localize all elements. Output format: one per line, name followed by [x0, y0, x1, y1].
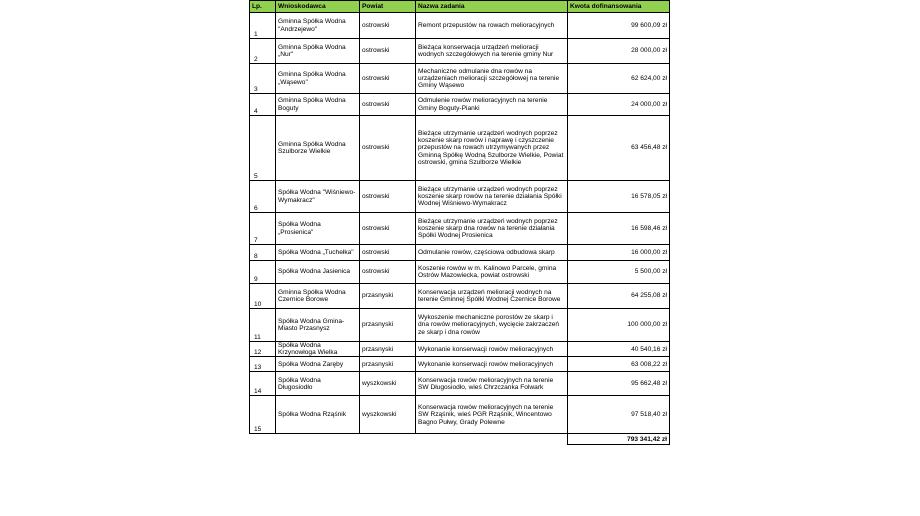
row-district: ostrowski — [360, 261, 416, 284]
row-amount: 16 578,05 zł — [568, 181, 670, 213]
row-task: Wykonanie konserwacji rowów melioracyjnych — [416, 342, 568, 357]
table-row — [250, 396, 670, 434]
row-applicant: Spółka Wodna Rząśnik — [276, 396, 360, 434]
row-task: Bieżące utrzymanie urządzeń wodnych poprzez koszenie skarp dna rowów na terenie działania Spółki Wodnej Prosienica — [416, 213, 568, 245]
row-lp: 10 — [250, 284, 276, 309]
row-amount: 97 518,40 zł — [568, 396, 670, 434]
row-task: Koszenie rowów w m. Kalinowo Parcele, gmina Ostrów Mazowiecka, powiat ostrowski — [416, 261, 568, 284]
row-amount: 24 000,00 zł — [568, 94, 670, 116]
row-amount: 99 600,09 zł — [568, 13, 670, 39]
row-lp: 15 — [250, 396, 276, 434]
table-row — [250, 342, 670, 357]
row-district: ostrowski — [360, 94, 416, 116]
table-row — [250, 94, 670, 116]
row-task: Konserwacja rowów melioracyjnych na terenie SW Długosiodło, wieś Chrzczanka Folwark — [416, 372, 568, 396]
row-lp: 11 — [250, 309, 276, 342]
document-sheet — [249, 0, 673, 516]
row-amount: 64 255,08 zł — [568, 284, 670, 309]
row-applicant: Spółka Wodna Gmina-Miasto Przasnysz — [276, 309, 360, 342]
row-lp: 3 — [250, 64, 276, 94]
header-row — [250, 1, 670, 13]
row-task: Bieżące utrzymanie urządzeń wodnych poprzez koszenie skarp rowów na terenie działania Spółki Wodnej Wiśniewo-Wymakracz — [416, 181, 568, 213]
row-district: ostrowski — [360, 213, 416, 245]
row-applicant: Spółka Wodna Zaręby — [276, 357, 360, 372]
row-task: Konserwacja rowów melioracyjnych na terenie SW Rząśnik, wieś PGR Rząśnik, Wincentowo Bagno Pułwy, Grady Polewne — [416, 396, 568, 434]
row-lp: 6 — [250, 181, 276, 213]
header-applicant: Wnioskodawca — [276, 1, 360, 13]
row-task: Wykoszenie mechaniczne porostów ze skarp i dna rowów melioracyjnych, wycięcie zakrzaczeń ze skarp i dna rowów — [416, 309, 568, 342]
row-lp: 13 — [250, 357, 276, 372]
row-lp: 5 — [250, 116, 276, 181]
table-row — [250, 261, 670, 284]
row-applicant: Spółka Wodna Jasienica — [276, 261, 360, 284]
row-amount: 16 598,46 zł — [568, 213, 670, 245]
table-row — [250, 64, 670, 94]
row-amount: 40 540,16 zł — [568, 342, 670, 357]
row-district: ostrowski — [360, 181, 416, 213]
row-applicant: Spółka Wodna Długosiodło — [276, 372, 360, 396]
row-applicant: Gminna Spółka Wodna Czernice Borowe — [276, 284, 360, 309]
row-applicant: Gminna Spółka Wodna „Wąsewo" — [276, 64, 360, 94]
row-applicant: Gminna Spółka Wodna „Nur" — [276, 39, 360, 64]
row-amount: 62 624,00 zł — [568, 64, 670, 94]
header-district: Powiat — [360, 1, 416, 13]
row-applicant: Gminna Spółka Wodna Szulborze Wielkie — [276, 116, 360, 181]
row-district: przasnyski — [360, 357, 416, 372]
row-district: przasnyski — [360, 342, 416, 357]
row-applicant: Spółka Wodna „Prosienica" — [276, 213, 360, 245]
row-task: Bieżąca konserwacja urządzeń melioracji wodnych szczegółowych na terenie gminy Nur — [416, 39, 568, 64]
row-amount: 16 000,00 zł — [568, 245, 670, 261]
row-lp: 14 — [250, 372, 276, 396]
row-applicant: Spółka Wodna „Tuchełka" — [276, 245, 360, 261]
table-row — [250, 357, 670, 372]
row-amount: 5 500,00 zł — [568, 261, 670, 284]
row-lp: 2 — [250, 39, 276, 64]
row-applicant: Spółka Wodna "Wiśniewo-Wymakracz" — [276, 181, 360, 213]
row-district: przasnyski — [360, 284, 416, 309]
row-district: ostrowski — [360, 13, 416, 39]
row-district: ostrowski — [360, 116, 416, 181]
row-district: ostrowski — [360, 245, 416, 261]
table-row — [250, 39, 670, 64]
row-amount: 100 000,00 zł — [568, 309, 670, 342]
row-task: Mechaniczne odmulanie dna rowów na urządzeniach melioracji szczegółowej na terenie Gminy Wąsewo — [416, 64, 568, 94]
row-district: przasnyski — [360, 309, 416, 342]
row-district: wyszkowski — [360, 372, 416, 396]
row-lp: 7 — [250, 213, 276, 245]
row-task: Wykonanie konserwacji rowów melioracyjnych — [416, 357, 568, 372]
table-row — [250, 245, 670, 261]
row-applicant: Gminna Spółka Wodna "Andrzejewo" — [276, 13, 360, 39]
row-task: Konserwacja urządzeń melioracji wodnych na terenie Gminnej Spółki Wodnej Czernice Borowe — [416, 284, 568, 309]
row-task: Remont przepustów na rowach melioracyjnych — [416, 13, 568, 39]
row-task: Odmulanie rowów, częściowa odbudowa skarp — [416, 245, 568, 261]
header-lp: Lp. — [250, 1, 276, 13]
row-applicant: Gminna Spółka Wodna Boguty — [276, 94, 360, 116]
row-amount: 95 662,48 zł — [568, 372, 670, 396]
row-district: ostrowski — [360, 39, 416, 64]
row-amount: 28 000,00 zł — [568, 39, 670, 64]
table-row — [250, 13, 670, 39]
table-row — [250, 116, 670, 181]
row-lp: 9 — [250, 261, 276, 284]
row-lp: 4 — [250, 94, 276, 116]
row-task: Odmulenie rowów melioracyjnych na terenie Gminy Boguty-Pianki — [416, 94, 568, 116]
row-amount: 63 008,22 zł — [568, 357, 670, 372]
header-task: Nazwa zadania — [416, 1, 568, 13]
row-lp: 8 — [250, 245, 276, 261]
row-district: wyszkowski — [360, 396, 416, 434]
row-lp: 1 — [250, 13, 276, 39]
total-row — [250, 434, 670, 445]
table-row — [250, 181, 670, 213]
subsidy-table — [249, 0, 670, 445]
row-district: ostrowski — [360, 64, 416, 94]
table-row — [250, 309, 670, 342]
row-lp: 12 — [250, 342, 276, 357]
total-amount: 793 341,42 zł — [568, 434, 670, 445]
header-amount: Kwota dofinansowania — [568, 1, 670, 13]
row-amount: 63 456,48 zł — [568, 116, 670, 181]
row-applicant: Spółka Wodna Krzynowłoga Wielka — [276, 342, 360, 357]
table-row — [250, 372, 670, 396]
table-row — [250, 213, 670, 245]
row-task: Bieżące utrzymanie urządzeń wodnych poprzez koszenie skarp rowów i naprawę i czyszczenie przepustów na rowach utrzymywanych przez Gminną Spółkę Wodną Szulborze Wielkie, Powiat ostrowski, gmina Szulborze Wielkie — [416, 116, 568, 181]
table-row — [250, 284, 670, 309]
